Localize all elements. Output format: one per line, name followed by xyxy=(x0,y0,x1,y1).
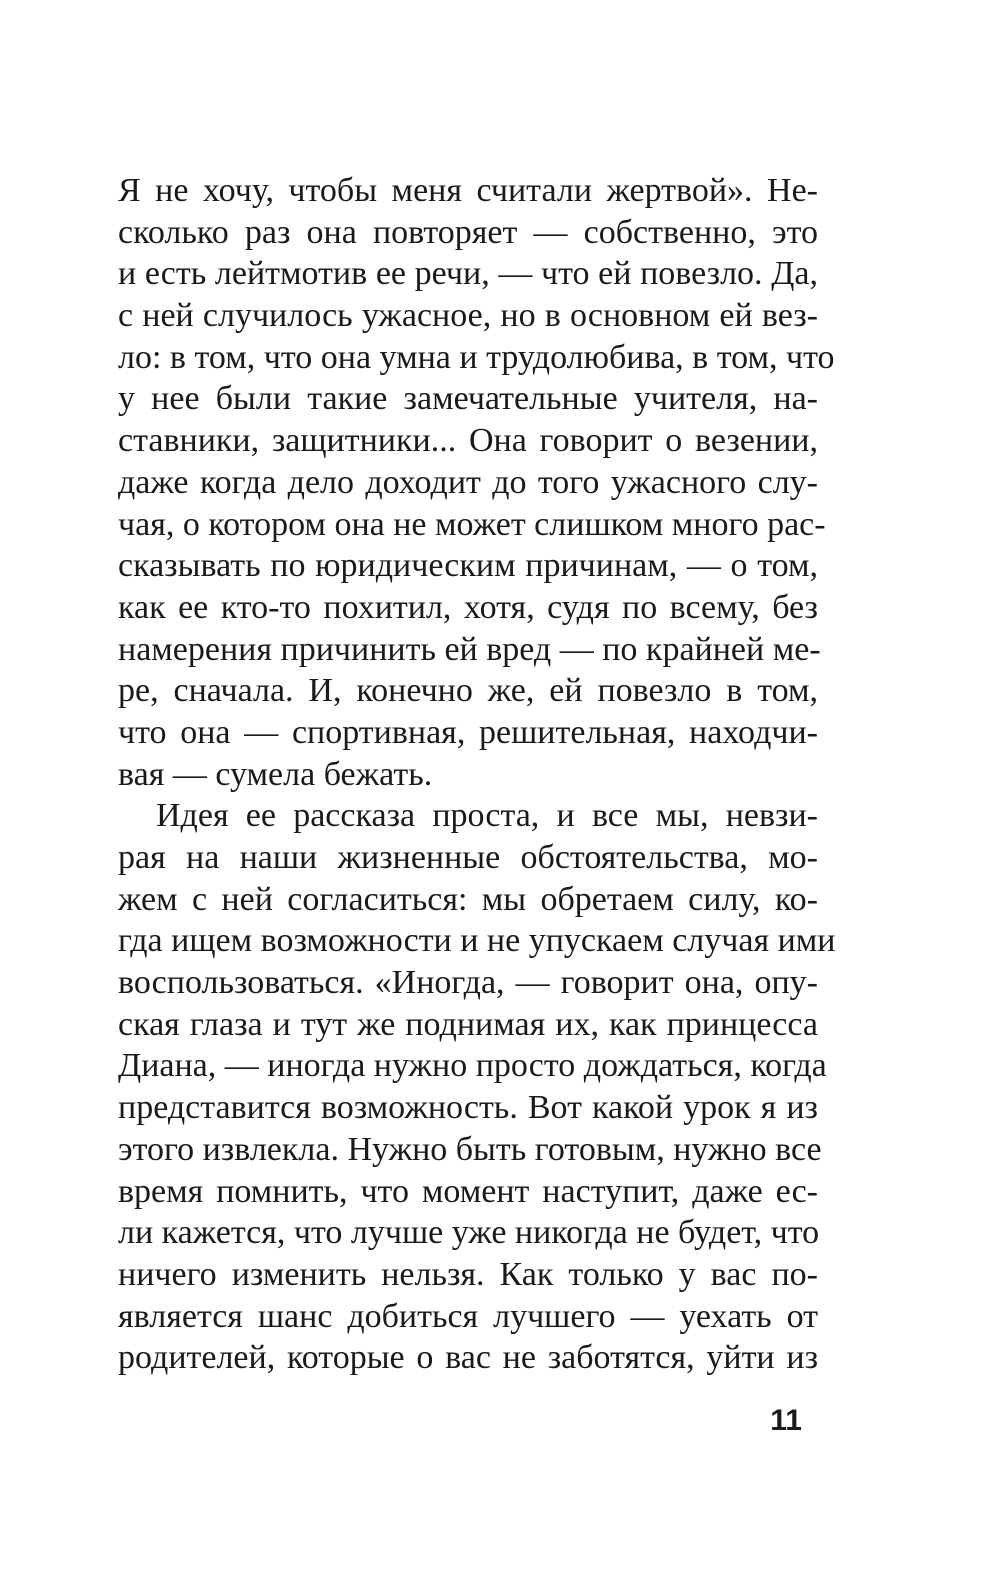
text-line: этого извлекла. Нужно быть готовым, нужно все xyxy=(118,1130,822,1168)
text-line: даже когда дело доходит до того ужасного слу- xyxy=(118,463,818,501)
text-line: ло: в том, что она умна и трудолюбива, в том, что xyxy=(118,338,835,376)
text-line: с ней случилось ужасное, но в основном ей вез- xyxy=(118,297,818,335)
text-line: представится возможность. Вот какой урок я из xyxy=(118,1089,818,1127)
body-text xyxy=(118,170,836,1379)
text-line: вая — сумела бежать. xyxy=(118,755,433,793)
text-line: родителей, которые о вас не заботятся, уйти из xyxy=(118,1339,818,1377)
text-line: чая, о котором она не может слишком много рас- xyxy=(118,505,826,543)
text-line: сколько раз она повторяет — собственно, это xyxy=(118,213,818,251)
text-line: время помнить, что момент наступит, даже ес- xyxy=(118,1172,818,1210)
text-line: ставники, защитники... Она говорит о везении, xyxy=(118,422,818,460)
text-line: является шанс добиться лучшего — уехать от xyxy=(118,1297,818,1335)
text-line: намерения причинить ей вред — по крайней ме- xyxy=(118,630,821,668)
text-line: сказывать по юридическим причинам, — о том, xyxy=(118,547,818,585)
text-line: ре, сначала. И, конечно же, ей повезло в том, xyxy=(118,672,818,710)
page-number: 11 xyxy=(770,1404,802,1437)
text-line: Диана, — иногда нужно просто дождаться, когда xyxy=(118,1047,827,1085)
text-line: Я не хочу, чтобы меня считали жертвой». Не- xyxy=(118,172,818,209)
text-line: воспользоваться. «Иногда, — говорит она, опу- xyxy=(118,964,818,1002)
text-line: ничего изменить нельзя. Как только у вас по- xyxy=(118,1255,818,1293)
text-line: рая на наши жизненные обстоятельства, мо- xyxy=(118,839,818,876)
text-line: что она — спортивная, решительная, находчи- xyxy=(118,713,818,751)
text-line: как ее кто-то похитил, хотя, судя по всему, без xyxy=(118,588,818,626)
text-line: ская глаза и тут же поднимая их, как принцесса xyxy=(118,1005,818,1043)
text-line: жем с ней согласиться: мы обретаем силу, ко- xyxy=(118,880,818,918)
text-line: гда ищем возможности и не упускаем случая ими xyxy=(118,922,836,960)
text-line: и есть лейтмотив ее речи, — что ей повезло. Да, xyxy=(118,255,818,293)
text-line: у нее были такие замечательные учителя, на- xyxy=(118,380,818,418)
paragraph-first-line: Идея ее рассказа проста, и все мы, невзи- xyxy=(156,797,818,835)
text-line: ли кажется, что лучше уже никогда не будет, что xyxy=(118,1214,820,1252)
